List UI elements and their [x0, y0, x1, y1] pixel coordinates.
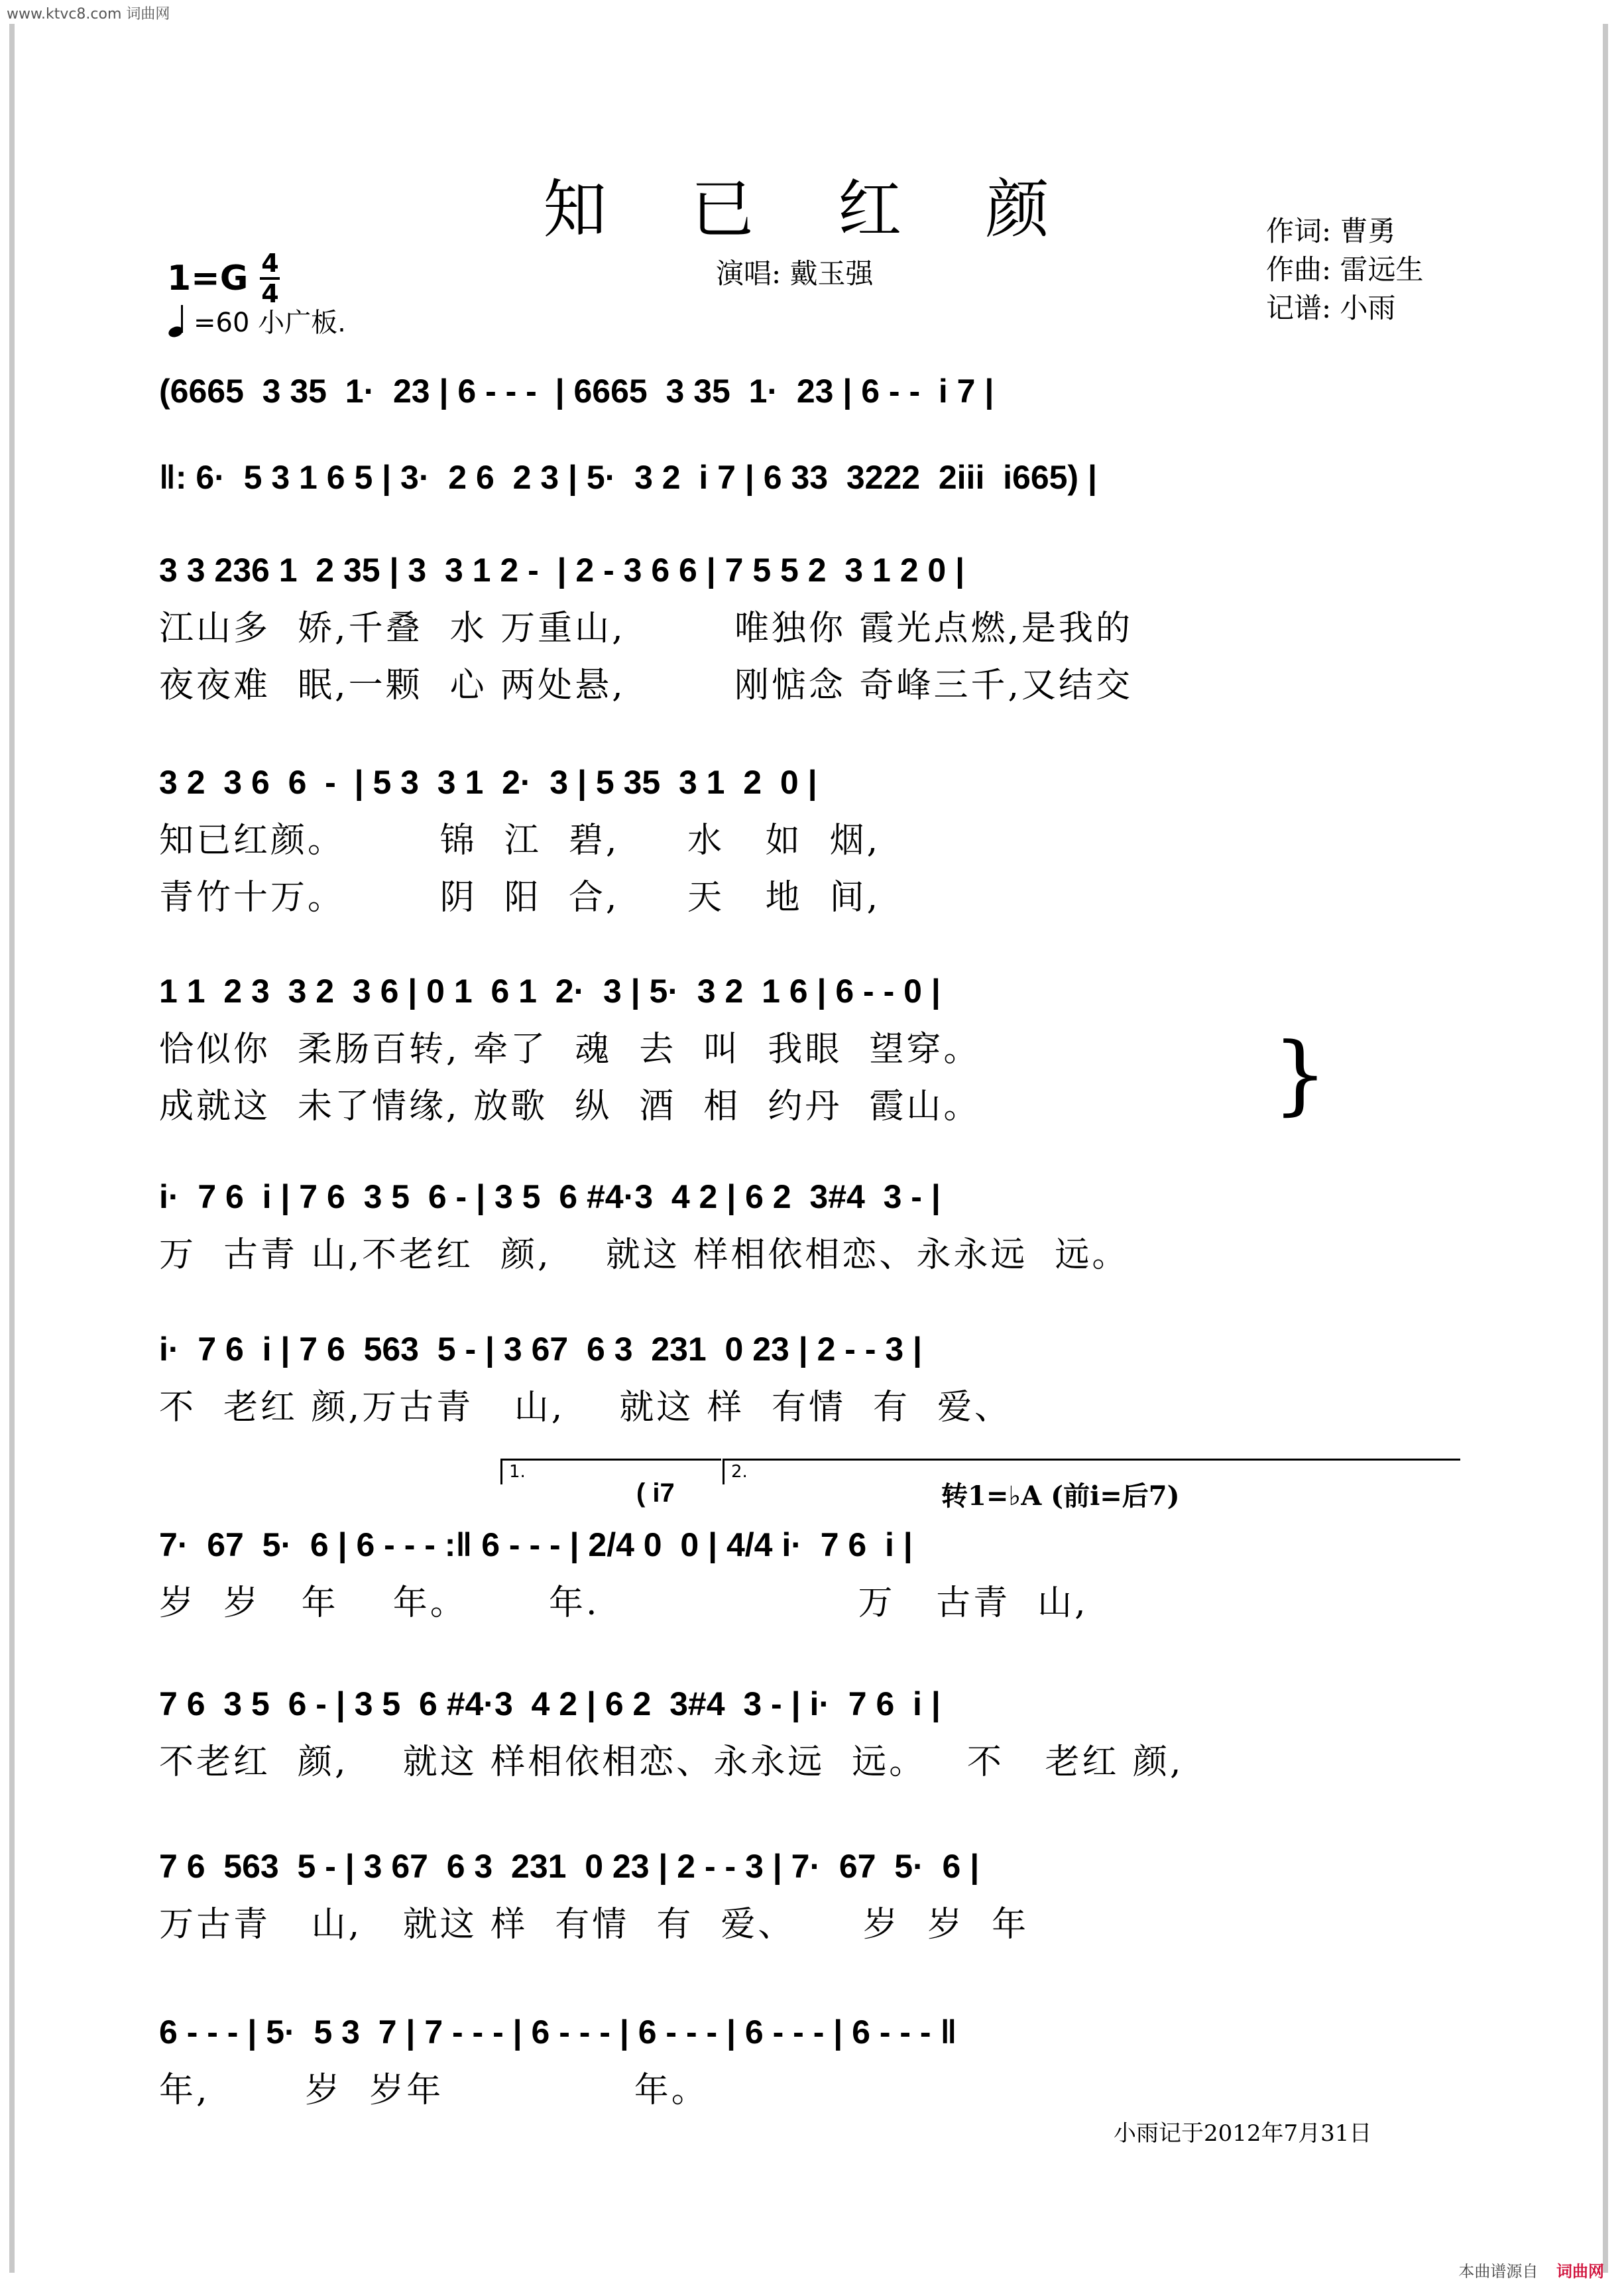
lyricist: 作词: 曹勇 — [1266, 215, 1396, 247]
tempo-text: =60 小广板. — [194, 308, 346, 338]
credits — [1266, 212, 1424, 328]
notation-line: 7· 67 5· 6 | 6 - - - :‖ 6 - - - | 2/4 0 0 | 4/4 i· 7 6 i | — [159, 1526, 913, 1563]
score-row — [159, 2002, 1458, 2119]
composer: 作曲: 雷远生 — [1266, 253, 1424, 286]
lyrics-verse-1: 不 老红 颜,万古青 山, 就这 样 有情 有 爱、 — [159, 1388, 1012, 1427]
score-row — [159, 1836, 1458, 1953]
lyrics-verse-1: 万古青 山, 就这 样 有情 有 爱、 岁 岁 年 — [159, 1905, 1029, 1945]
time-signature — [260, 251, 280, 306]
song-title: 知 已 红 颜 — [543, 172, 1081, 247]
notation-line: i· 7 6 i | 7 6 563 5 - | 3 67 6 3 231 0 23 | 2 - - 3 | — [159, 1331, 923, 1368]
notation-line: 3 3 236 1 2 35 | 3 3 1 2 - | 2 - 3 6 6 | 7 5 5 2 3 1 2 0 | — [159, 552, 965, 589]
transcriber: 记谱: 小雨 — [1266, 292, 1396, 324]
score-row — [159, 752, 1458, 926]
lyrics-verse-1: 恰似你 柔肠百转, 牵了 魂 去 叫 我眼 望穿。 — [159, 1030, 981, 1069]
notation-line: 6 - - - | 5· 5 3 7 | 7 - - - | 6 - - - | 6 - - - | 6 - - - | 6 - - - ‖ — [159, 2014, 957, 2051]
lyrics-verse-2: 夜夜难 眠,一颗 心 两处悬, 刚惦念 奇峰三千,又结交 — [159, 666, 1133, 705]
ending-paren-notes: ( i7 — [636, 1478, 675, 1508]
first-ending-label: 1. — [509, 1462, 526, 1482]
notation-line: 1 1 2 3 3 2 3 6 | 0 1 6 1 2· 3 | 5· 3 2 1 6 | 6 - - 0 | — [159, 973, 941, 1010]
score-row — [159, 961, 1458, 1135]
quarter-note-icon — [167, 305, 187, 337]
verse-brace: } — [1273, 1024, 1328, 1124]
first-ending-bracket — [500, 1459, 721, 1484]
lyrics-verse-1: 不老红 颜, 就这 样相依相恋、永永远 远。 不 老红 颜, — [159, 1742, 1184, 1782]
lyrics-verse-1: 万 古青 山,不老红 颜, 就这 样相依相恋、永永远 远。 — [159, 1235, 1130, 1275]
watermark-brand[interactable]: 词曲网 — [1556, 2262, 1604, 2281]
watermark — [1458, 2258, 1604, 2281]
notation-line: 7 6 3 5 6 - | 3 5 6 #4·3 4 2 | 6 2 3#4 3 - | i· 7 6 i | — [159, 1685, 941, 1722]
score-row — [159, 1674, 1458, 1791]
score-row — [159, 1515, 1458, 1632]
score-row — [159, 448, 1458, 507]
time-top: 4 — [261, 249, 279, 278]
score-row — [159, 540, 1458, 714]
second-ending-label: 2. — [731, 1462, 748, 1482]
notation-line: 3 2 3 6 6 - | 5 3 3 1 2· 3 | 5 35 3 1 2 0 | — [159, 764, 817, 801]
lyrics-verse-1: 江山多 娇,千叠 水 万重山, 唯独你 霞光点燃,是我的 — [159, 609, 1133, 648]
key-label: 1=G — [167, 259, 249, 298]
lyrics-verse-1: 岁 岁 年 年。 年. 万 古青 山, — [159, 1583, 1088, 1623]
notation-line: 7 6 563 5 - | 3 67 6 3 231 0 23 | 2 - - 3 | 7· 67 5· 6 | — [159, 1848, 980, 1885]
score-row — [159, 1167, 1458, 1284]
lyrics-verse-1: 年, 岁 岁年 年。 — [159, 2071, 709, 2110]
notation-line: i· 7 6 i | 7 6 3 5 6 - | 3 5 6 #4·3 4 2 | 6 2 3#4 3 - | — [159, 1178, 941, 1215]
lyrics-verse-2: 青竹十万。 阴 阳 合, 天 地 间, — [159, 878, 881, 918]
notation-line: (6665 3 35 1· 23 | 6 - - - | 6665 3 35 1· 23 | 6 - - i 7 | — [159, 373, 994, 410]
notation-line: ‖: 6· 5 3 1 6 5 | 3· 2 6 2 3 | 5· 3 2 i 7 | 6 33 3222 2iii i665) | — [159, 459, 1097, 496]
lyrics-verse-1: 知已红颜。 锦 江 碧, 水 如 烟, — [159, 821, 881, 861]
transcription-date: 小雨记于2012年7月31日 — [1114, 2120, 1372, 2147]
lyrics-verse-2: 成就这 未了情缘, 放歌 纵 酒 相 约丹 霞山。 — [159, 1087, 981, 1126]
singer: 演唱: 戴玉强 — [716, 257, 874, 290]
site-header: www.ktvc8.com 词曲网 — [7, 6, 170, 23]
score-row — [159, 1319, 1458, 1436]
tempo-marking — [167, 302, 346, 339]
watermark-text: 本曲谱源自 — [1458, 2262, 1538, 2281]
key-signature — [167, 251, 280, 306]
score-row — [159, 361, 1458, 421]
modulation-marking: 转1=♭A (前i=后7) — [941, 1480, 1180, 1512]
time-bottom: 4 — [261, 279, 279, 308]
